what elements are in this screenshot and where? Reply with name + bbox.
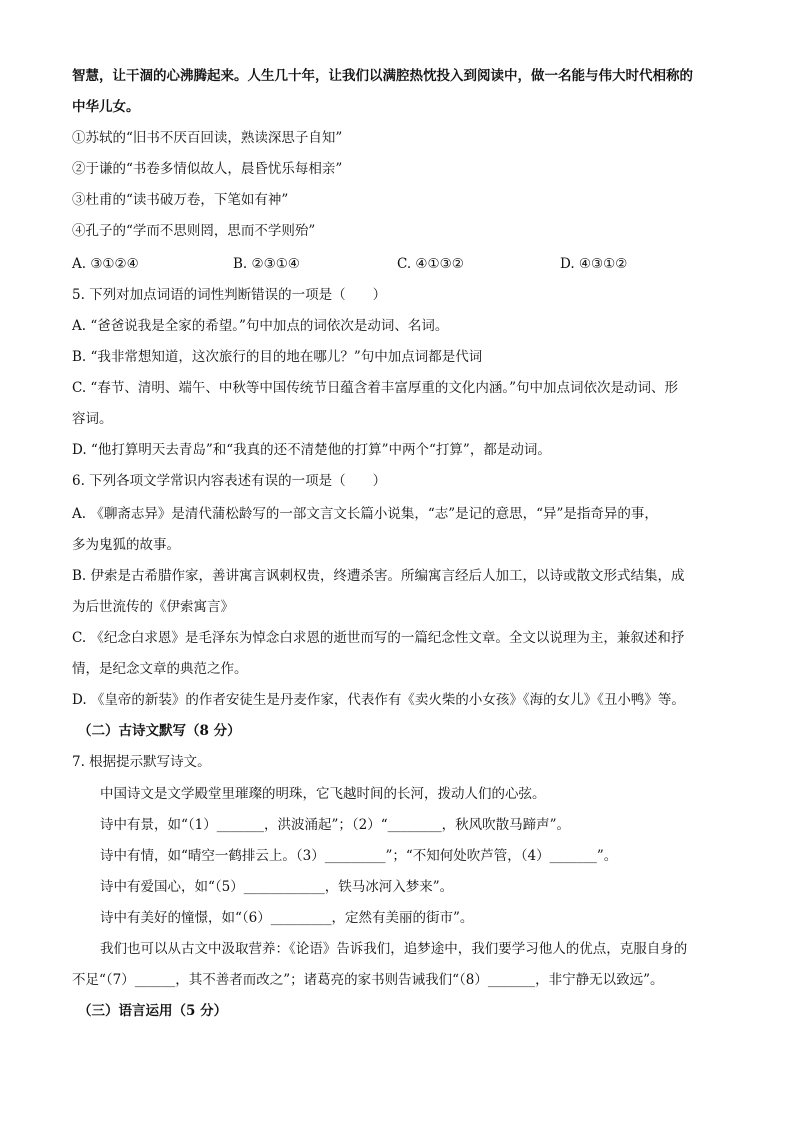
q7-paragraph-6-line-1: 我们也可以从古文中汲取营养：《论语》告诉我们，追梦途中，我们要学习他人的优点，克服自身的 xyxy=(100,941,688,957)
q4-option-d: D. ④③①② xyxy=(560,256,628,272)
q7-paragraph-4: 诗中有爱国心，如“（5）____________，铁马冰河入梦来”。 xyxy=(100,879,454,895)
q4-item-2: ②于谦的“书卷多情似故人，晨昏忧乐每相亲” xyxy=(72,161,343,177)
q4-option-a: A. ③①②④ xyxy=(72,256,139,272)
section-heading-poetry: （二）古诗文默写（8 分） xyxy=(78,723,241,739)
q6-option-a-line-1: A. 《聊斋志异》是清代蒲松龄写的一部文言文长篇小说集，“志”是记的意思，“异”是指奇异的事， xyxy=(72,506,658,522)
q7-paragraph-1: 中国诗文是文学殿堂里璀璨的明珠，它飞越时间的长河，拨动人们的心弦。 xyxy=(100,786,546,802)
q6-option-b-line-1: B. 伊索是古希腊作家，善讲寓言讽刺权贵，终遭杀害。所编寓言经后人加工，以诗或散文形式结集，成 xyxy=(72,568,685,584)
q5-stem: 5. 下列对加点词语的词性判断错误的一项是（ ） xyxy=(72,287,387,303)
q6-option-d: D. 《皇帝的新装》的作者安徒生是丹麦作家，代表作有《卖火柴的小女孩》《海的女儿》《丑小鸭》等。 xyxy=(72,692,685,708)
q7-stem: 7. 根据提示默写诗文。 xyxy=(72,754,211,770)
q6-option-a-line-2: 多为鬼狐的故事。 xyxy=(72,537,180,553)
q7-paragraph-5: 诗中有美好的憧憬，如“（6）_________，定然有美丽的街市”。 xyxy=(100,910,474,926)
q5-option-b: B. “我非常想知道，这次旅行的目的地在哪儿？”句中加点词都是代词 xyxy=(72,349,483,365)
q5-option-c-line-2: 容词。 xyxy=(72,411,113,427)
q7-paragraph-6-line-2: 不足“（7）______，其不善者而改之”；诸葛亮的家书则告诫我们“（8）_______，非宁静无以致远”。 xyxy=(72,972,664,988)
q7-paragraph-2: 诗中有景，如“（1）_______，洪波涌起”；（2）“________，秋风吹散马蹄声”。 xyxy=(100,817,571,833)
q6-option-c-line-1: C. 《纪念白求恩》是毛泽东为悼念白求恩的逝世而写的一篇纪念性文章。全文以说理为主，兼叙述和抒 xyxy=(72,630,685,646)
q4-option-c: C. ④①③② xyxy=(397,256,464,272)
q5-option-c-line-1: C. “春节、清明、端午、中秋等中国传统节日蕴含着丰富厚重的文化内涵。”句中加点词依次是动词、形 xyxy=(72,380,678,396)
section-heading-language: （三）语言运用（5 分） xyxy=(78,1003,228,1019)
q6-option-c-line-2: 情，是纪念文章的典范之作。 xyxy=(72,661,248,677)
q4-item-4: ④孔子的“学而不思则罔，思而不学则殆” xyxy=(72,223,316,239)
q4-item-3: ③杜甫的“读书破万卷，下笔如有神” xyxy=(72,192,289,208)
q5-option-d: D. “他打算明天去青岛”和“我真的还不清楚他的打算”中两个“打算”，都是动词。 xyxy=(72,442,551,458)
intro-line-2: 中华儿女。 xyxy=(72,99,140,115)
q6-stem: 6. 下列各项文学常识内容表述有误的一项是（ ） xyxy=(72,473,387,489)
q7-paragraph-3: 诗中有情，如“晴空一鹤排云上。（3）_________”；“不知何处吹芦管，（4）_______”。 xyxy=(100,848,618,864)
intro-line-1: 智慧，让干涸的心沸腾起来。人生几十年，让我们以满腔热忱投入到阅读中，做一名能与伟大时代相称的 xyxy=(72,68,693,84)
q6-option-b-line-2: 为后世流传的《伊索寓言》 xyxy=(72,599,234,615)
q4-item-1: ①苏轼的“旧书不厌百回读，熟读深思子自知” xyxy=(72,130,343,146)
q5-option-a: A. “爸爸说我是全家的希望。”句中加点的词依次是动词、名词。 xyxy=(72,318,449,334)
q4-option-b: B. ②③①④ xyxy=(233,256,300,272)
